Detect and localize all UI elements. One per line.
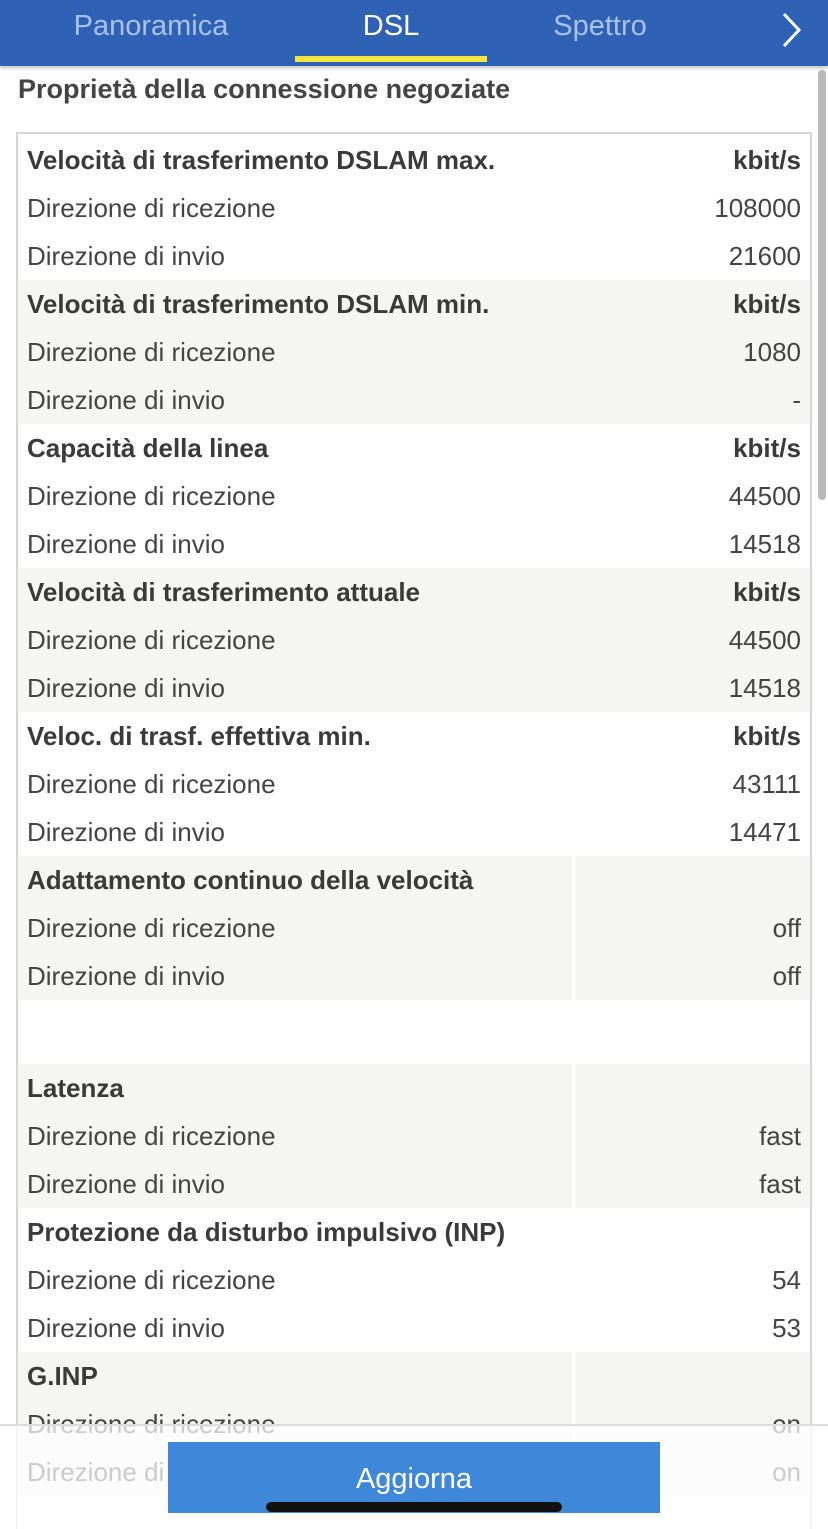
table-row	[18, 1064, 810, 1112]
table-row	[18, 1304, 810, 1352]
row-label: Direzione di invio	[27, 528, 225, 559]
row-value: 21600	[728, 240, 801, 271]
row-label: Latenza	[27, 1072, 124, 1103]
row-value: -	[792, 384, 801, 415]
row-value: kbit/s	[733, 288, 801, 319]
row-value: kbit/s	[733, 720, 801, 751]
row-value: kbit/s	[733, 576, 801, 607]
active-tab-indicator	[295, 56, 487, 62]
row-value: 54	[772, 1264, 801, 1295]
table-row	[18, 712, 810, 760]
row-label: Adattamento continuo della velocità	[27, 864, 474, 895]
row-label: Velocità di trasferimento DSLAM max.	[27, 144, 496, 175]
row-value: 14518	[728, 672, 801, 703]
row-label: Direzione di invio	[27, 240, 225, 271]
row-value: 53	[772, 1312, 801, 1343]
tab-panoramica[interactable]: Panoramica	[73, 10, 229, 42]
table-row	[18, 232, 810, 280]
row-label: Direzione di invio	[27, 1168, 225, 1199]
tab-dsl[interactable]: DSL	[362, 10, 420, 42]
table-row	[18, 1208, 810, 1256]
refresh-button[interactable]: Aggiorna	[168, 1442, 660, 1513]
row-label: Direzione di invio	[27, 672, 225, 703]
tab-bar	[0, 0, 828, 66]
row-label: Direzione di ricezione	[27, 480, 276, 511]
table-row	[18, 424, 810, 472]
row-label: Direzione di ricezione	[27, 336, 276, 367]
row-label: Velocità di trasferimento DSLAM min.	[27, 288, 490, 319]
home-indicator[interactable]	[266, 1502, 562, 1512]
table-row	[18, 520, 810, 568]
row-label: Direzione di invio	[27, 1312, 225, 1343]
table-row	[18, 136, 810, 184]
section-title: Proprietà della connessione negoziate	[18, 74, 511, 104]
row-label: Direzione di invio	[27, 960, 225, 991]
table-row	[18, 376, 810, 424]
table-row	[18, 280, 810, 328]
table-row	[18, 1112, 810, 1160]
row-value: 108000	[714, 192, 801, 223]
table-row	[18, 472, 810, 520]
table-row	[18, 952, 810, 1000]
table-row	[18, 808, 810, 856]
table-row	[18, 856, 810, 904]
row-label: Direzione di invio	[27, 816, 225, 847]
row-value: 14471	[728, 816, 801, 847]
row-label: Direzione di ricezione	[27, 912, 276, 943]
row-value: 1080	[743, 336, 801, 367]
tab-spettro[interactable]: Spettro	[553, 10, 647, 42]
row-value: 43111	[732, 768, 801, 799]
row-label: Direzione di invio	[27, 384, 225, 415]
row-value: 44500	[728, 480, 801, 511]
row-value: kbit/s	[733, 144, 801, 175]
row-label: Direzione di ricezione	[27, 1120, 276, 1151]
table-row	[18, 664, 810, 712]
row-label: Veloc. di trasf. effettiva min.	[27, 720, 371, 751]
row-label: Protezione da disturbo impulsivo (INP)	[27, 1216, 506, 1247]
empty-row	[18, 1000, 810, 1064]
row-value: off	[772, 960, 801, 991]
chevron-right-icon[interactable]	[768, 0, 816, 60]
row-label: Direzione di ricezione	[27, 192, 276, 223]
table-row	[18, 568, 810, 616]
row-label: Direzione di ricezione	[27, 768, 276, 799]
table-row	[18, 760, 810, 808]
scrollbar[interactable]	[818, 70, 826, 500]
row-value: kbit/s	[733, 432, 801, 463]
table-row	[18, 616, 810, 664]
table-row	[18, 1160, 810, 1208]
row-label: Direzione di ricezione	[27, 1264, 276, 1295]
table-row	[18, 328, 810, 376]
row-label: Velocità di trasferimento attuale	[27, 576, 421, 607]
table-row	[18, 1352, 810, 1400]
row-label: G.INP	[27, 1360, 98, 1391]
row-label: Direzione di ricezione	[27, 624, 276, 655]
row-value: fast	[759, 1120, 801, 1151]
row-value: off	[772, 912, 801, 943]
row-value: 14518	[728, 528, 801, 559]
table-row	[18, 184, 810, 232]
table-row	[18, 904, 810, 952]
row-label: Capacità della linea	[27, 432, 269, 463]
row-value: 44500	[728, 624, 801, 655]
row-value: fast	[759, 1168, 801, 1199]
table-row	[18, 1256, 810, 1304]
